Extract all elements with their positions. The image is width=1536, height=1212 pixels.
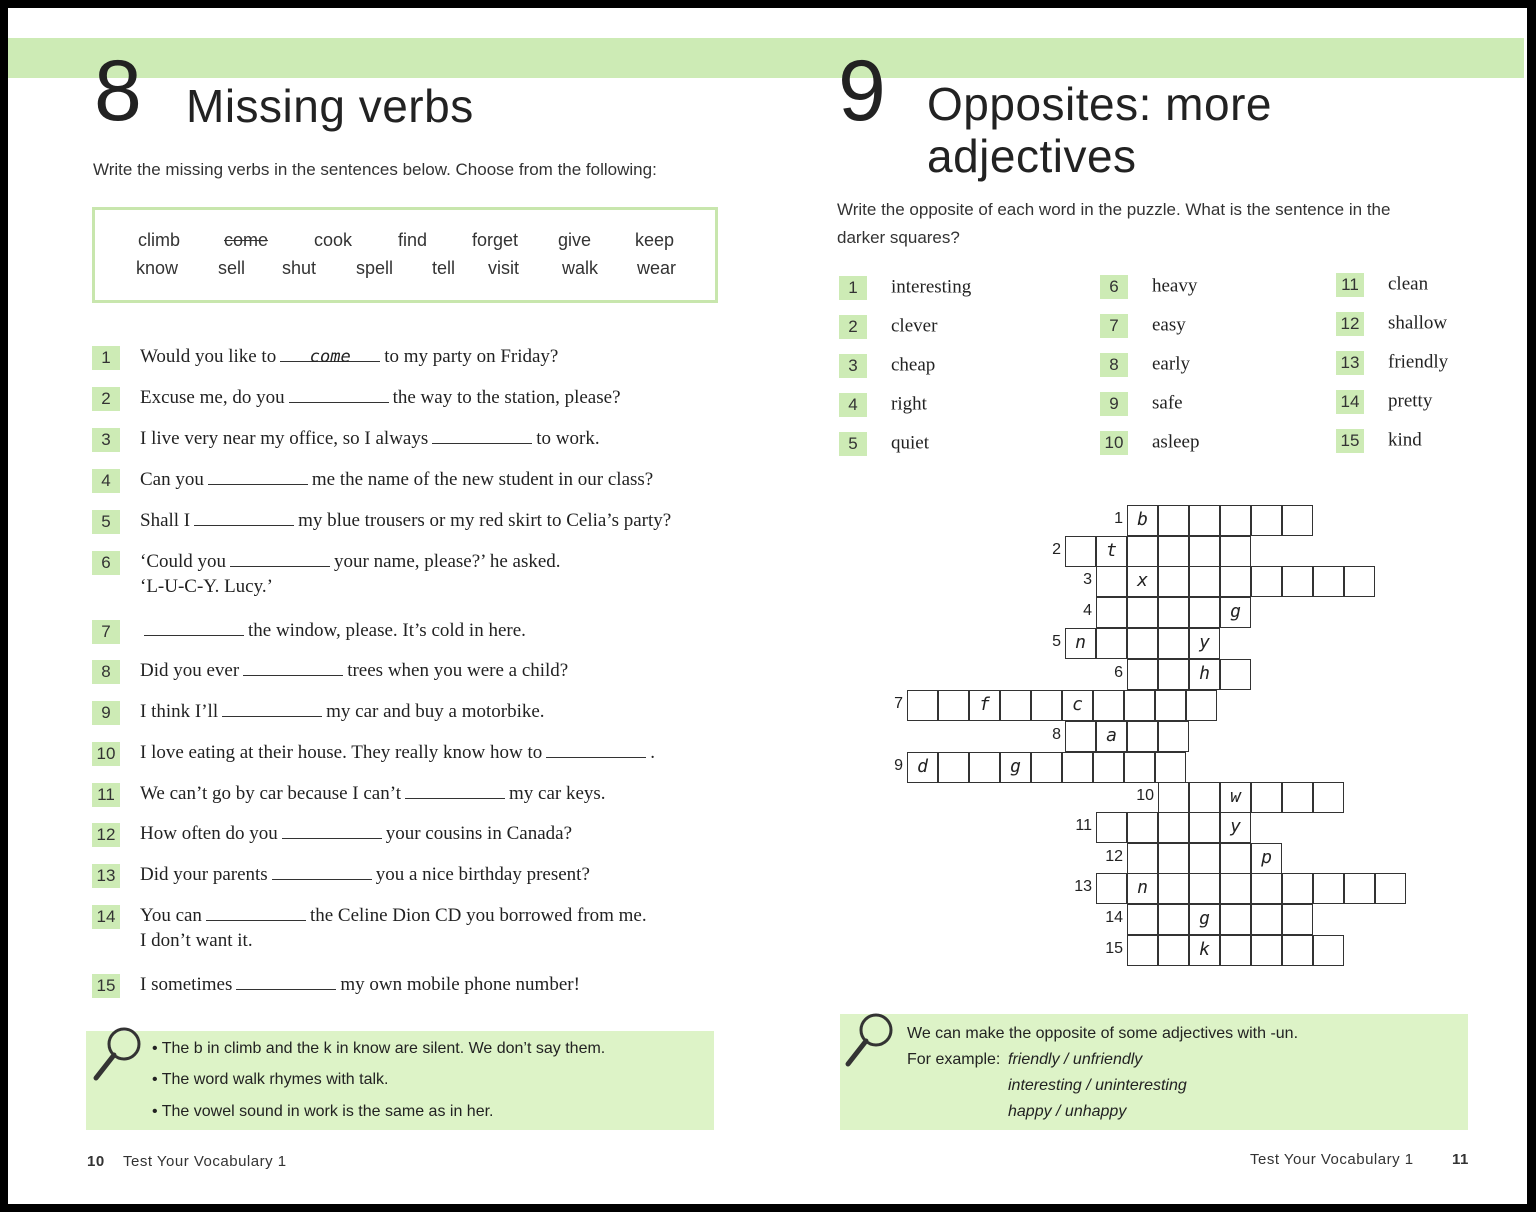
sentence-text: You can (140, 905, 202, 926)
clue-word: clever (891, 315, 938, 337)
tip-3: • The vowel sound in work is the same as in her. (152, 1103, 494, 1120)
sentence-continuation: I don’t want it. (140, 930, 253, 951)
crossword-cell: y (1220, 812, 1251, 843)
crossword-cell (1158, 782, 1189, 813)
sentence-text: the Celine Dion CD you borrowed from me. (309, 905, 647, 926)
crossword-cell (1000, 690, 1031, 721)
crossword-cell: c (1062, 690, 1093, 721)
sentence-number: 11 (92, 783, 120, 807)
crossword-cell (1189, 505, 1220, 536)
crossword-cell (1158, 873, 1189, 904)
clue-number: 13 (1336, 351, 1364, 375)
sentence-row (92, 820, 572, 848)
instruction-right-line1: Write the opposite of each word in the puzzle. What is the sentence in the (837, 200, 1391, 219)
crossword-cell (1282, 935, 1313, 966)
sentence-row (92, 384, 621, 412)
crossword-cell (1251, 505, 1282, 536)
sentence-text: How often do you (140, 823, 278, 844)
sentence-row (92, 617, 526, 645)
crossword-cell (1220, 935, 1251, 966)
crossword-cell (1158, 659, 1189, 690)
sentence-number: 3 (92, 428, 120, 452)
answer-blank (272, 861, 372, 880)
crossword-cell: x (1127, 566, 1158, 597)
header-band (8, 38, 1524, 78)
crossword-cell: h (1189, 659, 1220, 690)
crossword-cell (1127, 843, 1158, 874)
sentence-number: 6 (92, 551, 120, 575)
crossword-cell (1158, 904, 1189, 935)
crossword-cell (1189, 536, 1220, 567)
answer-blank (289, 384, 389, 403)
sentence-text: Did your parents (140, 864, 268, 885)
sentence-row (92, 780, 606, 808)
footer-title-left: Test Your Vocabulary 1 (123, 1153, 287, 1170)
crossword-cell: y (1189, 628, 1220, 659)
crossword-cell (1127, 536, 1158, 567)
crossword-cell (1251, 782, 1282, 813)
word-option: sell (218, 258, 246, 278)
sentence-text: me the name of the new student in our class? (311, 469, 654, 490)
crossword-cell (1096, 812, 1127, 843)
sentence-row (92, 548, 561, 576)
sentence-text: Did you ever (140, 660, 240, 681)
sentence-text: I think I’ll (140, 701, 219, 722)
crossword-cell (1158, 721, 1189, 752)
clue-item (1336, 351, 1448, 375)
clue-word: early (1152, 353, 1190, 375)
crossword-cell: t (1096, 536, 1127, 567)
tip-example-3: happy / unhappy (1008, 1103, 1127, 1120)
clue-word: safe (1152, 392, 1183, 414)
sentence-text: ‘Could you (140, 551, 227, 572)
clue-item (1100, 314, 1186, 338)
sentence-text: my own mobile phone number! (340, 974, 580, 995)
sentence-text: to my party on Friday? (384, 346, 559, 367)
word-box (92, 207, 718, 303)
clue-word: heavy (1152, 275, 1198, 297)
clue-item (1336, 312, 1447, 336)
crossword-cell (938, 690, 969, 721)
crossword-cell (1096, 873, 1127, 904)
tip-example-2: interesting / uninteresting (1008, 1077, 1187, 1094)
answer-blank (280, 343, 380, 367)
crossword-cell (1031, 752, 1062, 783)
crossword-cell (1251, 904, 1282, 935)
crossword-cell: a (1096, 721, 1127, 752)
sentence-row (92, 657, 568, 685)
clue-word: right (891, 393, 927, 415)
crossword-cell: k (1189, 935, 1220, 966)
crossword-clue-number: 10 (1136, 787, 1154, 804)
clue-item (839, 276, 971, 300)
footer-title-right: Test Your Vocabulary 1 (1250, 1151, 1414, 1168)
clue-item (1100, 353, 1190, 377)
sentence-row (92, 971, 580, 999)
word-option: climb (138, 230, 181, 250)
clue-item (1336, 429, 1422, 453)
crossword-cell (1158, 628, 1189, 659)
crossword-cell (1189, 843, 1220, 874)
word-option: spell (356, 258, 394, 278)
sentence-text: Would you like to (140, 346, 277, 367)
crossword-cell (1220, 536, 1251, 567)
answer-blank (243, 657, 343, 676)
answer-blank (206, 902, 306, 921)
crossword-clue-number: 4 (1083, 602, 1092, 619)
crossword-cell (1189, 566, 1220, 597)
crossword-cell (1189, 873, 1220, 904)
sentence-number: 14 (92, 905, 120, 929)
answer-blank (144, 617, 244, 636)
sentence-text: your name, please?’ he asked. (334, 551, 561, 572)
sentence-number: 8 (92, 660, 120, 684)
crossword-clue-number: 1 (1114, 510, 1123, 527)
crossword-cell (1158, 505, 1189, 536)
crossword-cell: n (1065, 628, 1096, 659)
clue-item (839, 354, 935, 378)
tip-example-1: friendly / unfriendly (1008, 1051, 1143, 1068)
word-option: cook (314, 230, 353, 250)
crossword-cell (1158, 812, 1189, 843)
crossword-cell (1093, 752, 1124, 783)
word-option: give (558, 230, 592, 250)
crossword-cell (1220, 566, 1251, 597)
sentence-text: my car keys. (509, 783, 606, 804)
sentence-text: Excuse me, do you (140, 387, 285, 408)
answer-blank (236, 971, 336, 990)
crossword-cell: f (969, 690, 1000, 721)
sentence-number: 9 (92, 701, 120, 725)
crossword-cell (1282, 505, 1313, 536)
sentence-number: 15 (92, 974, 120, 998)
sentence-text: to work. (536, 428, 600, 449)
sentence-number: 2 (92, 387, 120, 411)
crossword-cell (1251, 566, 1282, 597)
clue-item (1336, 273, 1428, 297)
word-option: forget (472, 230, 519, 250)
sentence-text: the way to the station, please? (392, 387, 621, 408)
clue-item (839, 315, 937, 339)
section-number-8: 8 (94, 43, 142, 139)
clue-word: shallow (1388, 312, 1448, 334)
crossword-cell (1031, 690, 1062, 721)
crossword-cell: n (1127, 873, 1158, 904)
crossword-clue-number: 9 (894, 757, 903, 774)
crossword-cell (1375, 873, 1406, 904)
clue-number: 3 (839, 354, 867, 378)
crossword-cell (1186, 690, 1217, 721)
crossword-cell (1313, 873, 1344, 904)
clue-word: pretty (1388, 390, 1433, 412)
page-title-left: Missing verbs (186, 80, 474, 132)
sentence-text: my blue trousers or my red skirt to Celia’s party? (298, 510, 672, 531)
clue-number: 14 (1336, 390, 1364, 414)
clue-word: kind (1388, 429, 1422, 451)
word-option: know (136, 258, 179, 278)
crossword-cell (1220, 505, 1251, 536)
crossword-cell (1220, 904, 1251, 935)
crossword-clue-number: 13 (1074, 878, 1092, 895)
crossword-cell (969, 752, 1000, 783)
crossword-cell: d (907, 752, 938, 783)
crossword-cell (1155, 752, 1186, 783)
clue-number: 5 (839, 432, 867, 456)
crossword-cell (1158, 536, 1189, 567)
crossword-cell (1124, 690, 1155, 721)
sentence-text: you a nice birthday present? (375, 864, 590, 885)
crossword-cell (1127, 904, 1158, 935)
sentence-text: I live very near my office, so I always (140, 428, 429, 449)
crossword-cell (1096, 597, 1127, 628)
sentence-row (92, 507, 671, 535)
crossword-cell (1158, 843, 1189, 874)
magnifier-icon (842, 1010, 898, 1070)
crossword-clue-number: 8 (1052, 726, 1061, 743)
sentence-row (92, 739, 655, 767)
sentence-number: 7 (92, 620, 120, 644)
word-option: tell (432, 258, 456, 278)
crossword-cell (1158, 935, 1189, 966)
clue-item (1100, 431, 1199, 455)
crossword-cell (1282, 873, 1313, 904)
word-option: walk (562, 258, 599, 278)
crossword-cell (1189, 597, 1220, 628)
crossword-cell (1220, 843, 1251, 874)
sentence-row (92, 861, 590, 889)
answer-blank (282, 820, 382, 839)
crossword-cell (1189, 812, 1220, 843)
page-title-right-line1: Opposites: more (927, 78, 1272, 130)
crossword-cell (1096, 628, 1127, 659)
clue-item (839, 393, 927, 417)
crossword-cell (1344, 566, 1375, 597)
crossword-clue-number: 15 (1105, 940, 1123, 957)
sentence-text: Shall I (140, 510, 191, 531)
clue-number: 8 (1100, 353, 1128, 377)
clue-word: friendly (1388, 351, 1449, 373)
sentence-text: Can you (140, 469, 204, 490)
sentence-row (92, 698, 545, 726)
page-number-left: 10 (87, 1153, 105, 1170)
sentence-number: 1 (92, 346, 120, 370)
clue-item (1100, 275, 1197, 299)
crossword-cell (1127, 812, 1158, 843)
sentence-text: your cousins in Canada? (385, 823, 572, 844)
clue-number: 10 (1100, 431, 1128, 455)
sentence-row (92, 343, 558, 371)
answer-blank (432, 425, 532, 444)
crossword-cell (1282, 782, 1313, 813)
crossword-cell (1313, 782, 1344, 813)
sentence-text: We can’t go by car because I can’t (140, 783, 401, 804)
clue-number: 1 (839, 276, 867, 300)
crossword-cell (1251, 935, 1282, 966)
sentence-row (92, 902, 647, 930)
sentence-text: the window, please. It’s cold in here. (248, 620, 526, 641)
word-option: find (398, 230, 428, 250)
crossword-clue-number: 6 (1114, 664, 1123, 681)
clue-number: 12 (1336, 312, 1364, 336)
crossword-cell (907, 690, 938, 721)
crossword-cell (1127, 935, 1158, 966)
clue-word: interesting (891, 276, 972, 298)
crossword-clue-number: 2 (1052, 541, 1061, 558)
crossword-clue-number: 5 (1052, 633, 1061, 650)
sentence-number: 5 (92, 510, 120, 534)
clue-number: 15 (1336, 429, 1364, 453)
crossword-cell (1127, 721, 1158, 752)
sentence-number: 4 (92, 469, 120, 493)
word-option: come (224, 230, 269, 250)
clue-number: 9 (1100, 392, 1128, 416)
answer-blank (194, 507, 294, 526)
crossword-cell (1062, 752, 1093, 783)
crossword-clue-number: 12 (1105, 848, 1123, 865)
word-option: shut (282, 258, 317, 278)
clue-number: 4 (839, 393, 867, 417)
magnifier-icon (90, 1024, 146, 1084)
answer-blank (222, 698, 322, 717)
answer-text: come (309, 347, 351, 367)
sentence-row (92, 425, 600, 453)
tip-2: • The word walk rhymes with talk. (152, 1071, 389, 1088)
crossword-cell (1344, 873, 1375, 904)
crossword-cell (1124, 752, 1155, 783)
word-option: keep (635, 230, 675, 250)
clue-number: 7 (1100, 314, 1128, 338)
crossword-cell (1158, 597, 1189, 628)
clue-number: 2 (839, 315, 867, 339)
clue-word: cheap (891, 354, 936, 376)
page-title-right-line2: adjectives (927, 130, 1137, 182)
sentence-continuation: ‘L-U-C-Y. Lucy.’ (140, 576, 273, 597)
crossword-cell: g (1220, 597, 1251, 628)
crossword-cell: p (1251, 843, 1282, 874)
clue-number: 11 (1336, 273, 1364, 297)
crossword-cell (1127, 628, 1158, 659)
crossword-cell: w (1220, 782, 1251, 813)
crossword-cell (1313, 935, 1344, 966)
crossword-cell (1096, 566, 1127, 597)
crossword-cell (1313, 566, 1344, 597)
sentence-number: 13 (92, 864, 120, 888)
crossword-cell: b (1127, 505, 1158, 536)
crossword-cell (1189, 782, 1220, 813)
word-option: visit (488, 258, 519, 278)
clue-word: clean (1388, 273, 1429, 295)
answer-blank (546, 739, 646, 758)
sentence-text: my car and buy a motorbike. (326, 701, 545, 722)
crossword-cell (1282, 904, 1313, 935)
tip-example-label: For example: (907, 1051, 1001, 1068)
answer-blank (230, 548, 330, 567)
crossword-clue-number: 7 (894, 695, 903, 712)
clue-item (1100, 392, 1183, 416)
crossword-cell (1155, 690, 1186, 721)
sentence-text: I sometimes (140, 974, 233, 995)
crossword-cell (1158, 566, 1189, 597)
crossword-cell (938, 752, 969, 783)
instruction-right-line2: darker squares? (837, 228, 960, 247)
crossword-cell (1220, 659, 1251, 690)
crossword-clue-number: 11 (1075, 817, 1092, 834)
tip-1: • The b in climb and the k in know are silent. We don’t say them. (152, 1040, 606, 1057)
page-number-right: 11 (1452, 1151, 1469, 1168)
crossword-cell (1127, 597, 1158, 628)
crossword-cell (1065, 536, 1096, 567)
sentence-number: 12 (92, 823, 120, 847)
sentence-text: I love eating at their house. They really know how to (140, 742, 543, 763)
sentence-number: 10 (92, 742, 120, 766)
crossword-cell (1251, 873, 1282, 904)
crossword-cell (1127, 659, 1158, 690)
clue-word: quiet (891, 432, 929, 454)
clue-item (1336, 390, 1432, 414)
crossword-clue-number: 3 (1083, 571, 1092, 588)
section-number-9: 9 (838, 43, 886, 139)
answer-blank (405, 780, 505, 799)
instruction-left: Write the missing verbs in the sentences below. Choose from the following: (93, 160, 657, 179)
word-option: wear (637, 258, 677, 278)
sentence-row (92, 466, 653, 494)
clue-number: 6 (1100, 275, 1128, 299)
crossword-cell (1220, 873, 1251, 904)
crossword-clue-number: 14 (1105, 909, 1123, 926)
answer-blank (208, 466, 308, 485)
clue-word: easy (1152, 314, 1186, 336)
sentence-text: . (650, 742, 655, 763)
crossword-cell (1065, 721, 1096, 752)
sentence-text: trees when you were a child? (347, 660, 569, 681)
clue-word: asleep (1152, 431, 1200, 453)
crossword-cell (1282, 566, 1313, 597)
crossword-cell: g (1000, 752, 1031, 783)
crossword-cell: g (1189, 904, 1220, 935)
clue-item (839, 432, 929, 456)
tip-un-prefix: We can make the opposite of some adjectives with -un. (907, 1025, 1299, 1042)
crossword-cell (1093, 690, 1124, 721)
